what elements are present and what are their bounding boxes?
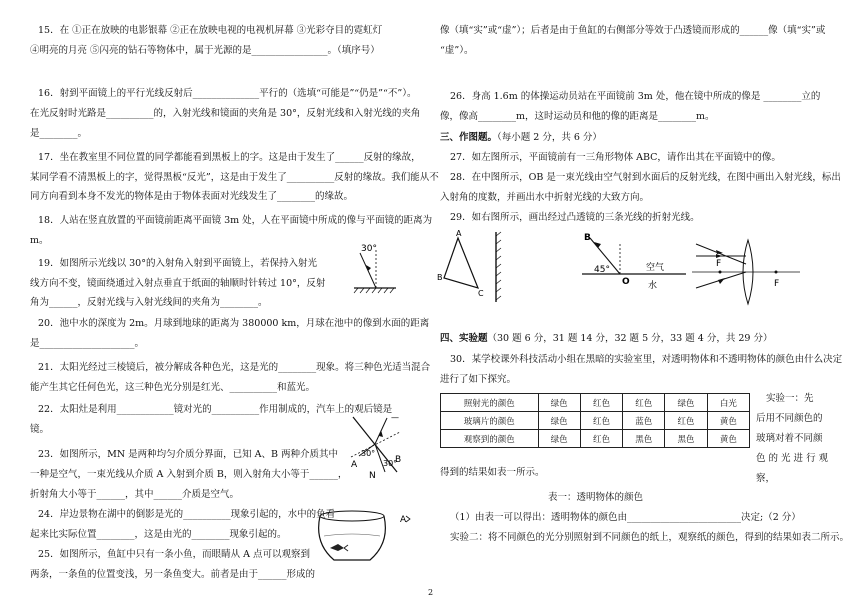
fig23-label-n: N — [369, 471, 376, 481]
table-cell: 红色 — [580, 412, 622, 430]
q15-line1: 15．在 ①正在放映的电影银幕 ②正在放映电视的电视机屏幕 ③光彩夺目的霓虹灯 — [38, 25, 383, 36]
q30-part1: （1）由表一可以得出：透明物体的颜色由________________________决定;（2 分） — [450, 512, 801, 523]
q28-line2: 入射角的度数，并画出水中折射光线的大致方向。 — [440, 192, 650, 203]
q18-line1: 18．人站在竖直放置的平面镜前距离平面镜 3m 处，人在平面镜中所成的像与平面镜的距离为 — [38, 215, 433, 226]
table-cell: 绿色 — [538, 412, 580, 430]
q30-line2: 进行了如下探究。 — [440, 374, 517, 385]
fig19-angle-label: 30° — [361, 244, 377, 254]
fig28-label-o: O — [622, 277, 630, 287]
q17-line1: 17．坐在教室里不同位置的同学都能看到黑板上的字。这是由于发生了______反射的缘故， — [38, 152, 421, 163]
q22-line1: 22．太阳灶是利用____________镜对光的__________作用制成的，汽车上的观后镜是 — [38, 404, 393, 415]
q15-line2: ④明亮的月亮 ⑤闪亮的钻石等物体中，属于光源的是________________。（填序号） — [30, 45, 380, 56]
fig23-dash-label: — — [391, 413, 399, 422]
section4-heading — [440, 333, 772, 345]
fig23-refraction-diagram — [345, 412, 405, 482]
table-row — [441, 394, 750, 412]
q24-line1: 24．岸边景物在湖中的倒影是光的__________现象引起的，水中的鱼看 — [38, 509, 336, 520]
page-number: 2 — [428, 588, 434, 597]
fig23-label-b: B — [395, 455, 402, 465]
experiment2-text: 实验二：将不同颜色的光分别照射到不同颜色的纸上，观察纸的颜色，得到的结果如表二所示。 — [450, 532, 850, 543]
q30-line1: 30．某学校课外科技活动小组在黑暗的实验室里，对透明物体和不透明物体的颜色由什么决定 — [450, 354, 843, 365]
side-note-line1: 实验一：先 — [766, 393, 814, 404]
fig23-angle-left: 30° — [361, 449, 376, 458]
q19-line2: 线方向不变，镜面绕通过入射点垂直于纸面的轴顺时针转过 10°，反射 — [30, 278, 326, 289]
side-note-line3: 玻璃对着不同颜 — [756, 433, 823, 444]
table-cell: 照射光的颜色 — [441, 394, 539, 412]
fig27-label-b: B — [437, 273, 443, 282]
table-cell: 黑色 — [665, 430, 707, 448]
fig29-focus-right: F — [774, 279, 780, 289]
table-cell: 黄色 — [707, 412, 749, 430]
q23-line3: 折射角大小等于______，其中______介质是空气。 — [30, 489, 240, 500]
table-cell: 玻璃片的颜色 — [441, 412, 539, 430]
q19-line3: 角为______，反射光线与入射光线间的夹角为________。 — [30, 297, 268, 308]
q16-line3: 是________。 — [30, 128, 88, 139]
q16-line1: 16．射到平面镜上的平行光线反射后______________平行的（选填“可能是”“仍是”“不”）。 — [38, 88, 417, 99]
fig28-angle-label: 45° — [594, 265, 610, 275]
fig25-fishbowl-diagram — [312, 508, 422, 568]
q26-line2: 像，像高________m，这时运动员和他的像的距离是________m。 — [440, 111, 715, 122]
fig23-angle-right: 30° — [383, 459, 398, 468]
q21-line2: 能产生其它任何色光，这三种色光分别是红光、__________和蓝光。 — [30, 382, 316, 393]
table-cell: 绿色 — [538, 430, 580, 448]
q16-line2: 在光反射时光路是__________的，入射光线和镜面的夹角是 30°，反射光线和入射光线的夹角 — [30, 108, 421, 119]
side-note-line5: 察， — [756, 473, 776, 484]
q19-line1: 19．如图所示光线以 30°的入射角入射到平面镜上，若保持入射光 — [38, 258, 317, 269]
fig28-air-label: 空气 — [646, 263, 665, 273]
table-cell: 蓝色 — [623, 412, 665, 430]
side-note-line4: 色 的 光 进 行 观 — [756, 453, 829, 464]
fig29-focus-left: F — [716, 259, 722, 269]
q25-continued-line1: 像（填“实”或“虚”）；后者是由于鱼缸的右侧部分等效于凸透镜而形成的______像（填“实”或 — [440, 25, 826, 36]
q25-continued-line2: “虚”）。 — [440, 45, 474, 56]
table-cell: 黑色 — [623, 430, 665, 448]
q20-line2: 是____________________。 — [30, 338, 145, 349]
q17-line2: 某同学看不清黑板上的字，觉得黑板“反光”，这是由于发生了__________反射的缘故。我们能从不 — [30, 172, 439, 183]
q21-line1: 21．太阳光经过三棱镜后，被分解成各种色光，这是光的________现象。将三种色光适当混合 — [38, 362, 431, 373]
table-cell: 黄色 — [707, 430, 749, 448]
fig28-label-b: B — [584, 233, 591, 243]
table-caption: 表一：透明物体的颜色 — [548, 492, 644, 503]
q25-line1: 25．如图所示，鱼缸中只有一条小鱼，而眼睛从 A 点可以观察到 — [38, 549, 310, 560]
table-cell: 绿色 — [538, 394, 580, 412]
fig19-mirror-diagram — [350, 243, 400, 298]
table-cell: 红色 — [623, 394, 665, 412]
table-cell: 观察到的颜色 — [441, 430, 539, 448]
table-cell: 红色 — [665, 412, 707, 430]
fig25-eye-label: A — [400, 515, 407, 525]
fig27-label-a: A — [456, 229, 462, 238]
table-cell: 红色 — [580, 430, 622, 448]
q20-line1: 20．池中水的深度为 2m。月球到地球的距离为 380000 km，月球在池中的像到水面的距离 — [38, 318, 430, 329]
table-cell: 白光 — [707, 394, 749, 412]
after-table-text: 得到的结果如表一所示。 — [440, 467, 545, 478]
fig27-triangle-mirror-diagram — [436, 230, 516, 305]
q25-line2: 两条，一条鱼的位置变浅，另一条鱼变大。前者是由于______形成的 — [30, 569, 316, 580]
table-row — [441, 412, 750, 430]
q18-line2: m。 — [30, 235, 49, 246]
section3-title: 三、作图题。 — [440, 132, 498, 143]
q29-line: 29．如右图所示，画出经过凸透镜的三条光线的折射光线。 — [450, 212, 700, 223]
fig28-water-label: 水 — [648, 281, 658, 291]
q23-line1: 23．如图所示，MN 是两种均匀介质分界面，已知 A、B 两种介质其中 — [38, 449, 339, 460]
table-cell: 绿色 — [665, 394, 707, 412]
table-transparent-colors — [440, 393, 750, 448]
section3-heading — [440, 132, 602, 144]
q17-line3: 同方向看到本身不发光的物体是由于物体表面对光线发生了________的缘故。 — [30, 191, 354, 202]
q28-line1: 28．在中图所示，OB 是一束光线由空气射到水面后的反射光线，在图中画出入射光线，标出 — [450, 172, 841, 183]
q26-line1: 26．身高 1.6m 的体操运动员站在平面镜前 3m 处，他在镜中所成的像是 ________立的 — [450, 91, 821, 102]
q22-line2: 镜。 — [30, 424, 50, 435]
table-cell: 红色 — [580, 394, 622, 412]
fig29-convex-lens-diagram — [692, 236, 802, 306]
table-row — [441, 430, 750, 448]
q23-line2: 一种是空气，一束光线从介质 A 入射到介质 B，则入射角大小等于______， — [30, 469, 348, 480]
q24-line2: 起来比实际位置________，这是由光的________现象引起的。 — [30, 529, 287, 540]
section4-title: 四、实验题 — [440, 333, 488, 344]
section3-note: （每小题 2 分，共 6 分） — [497, 132, 602, 143]
section4-note: （30 题 6 分，31 题 14 分，32 题 5 分，33 题 4 分，共 29 分） — [487, 333, 773, 344]
fig28-air-water-diagram — [580, 232, 690, 297]
q27-line: 27．如左图所示，平面镜前有一三角形物体 ABC，请作出其在平面镜中的像。 — [450, 152, 781, 163]
side-note-line2: 后用不同颜色的 — [756, 413, 823, 424]
fig27-label-c: C — [478, 289, 484, 298]
fig23-label-a: A — [351, 460, 358, 470]
